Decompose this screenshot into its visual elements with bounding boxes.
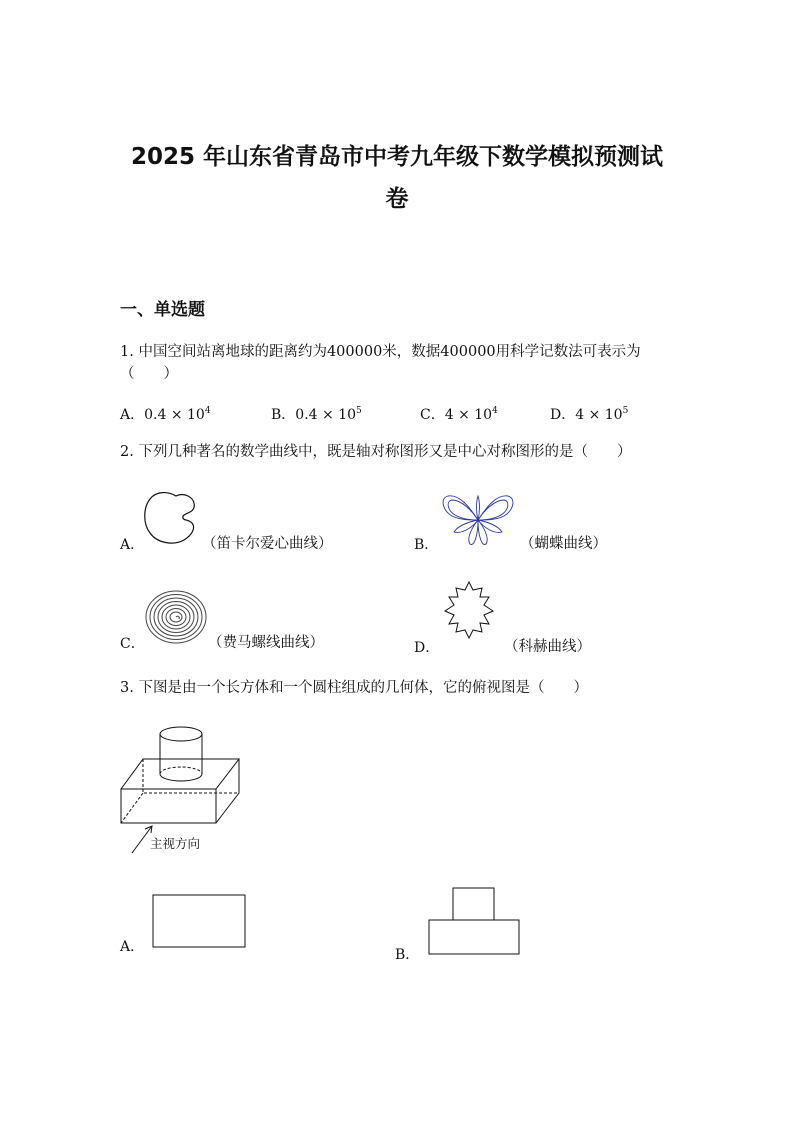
option-coef: 4 × 10 bbox=[444, 407, 493, 423]
option-exp: 4 bbox=[492, 406, 498, 416]
question-1-paren: （ ） bbox=[120, 366, 178, 382]
figure-direction-label: 主视方向 bbox=[150, 836, 201, 851]
q2-option-c-letter[interactable]: C． bbox=[120, 636, 145, 652]
q2-option-a-letter[interactable]: A． bbox=[120, 537, 145, 553]
q1-option-a[interactable] bbox=[120, 404, 211, 424]
cardioid-icon bbox=[140, 488, 202, 550]
q3-option-a-letter[interactable]: A． bbox=[120, 939, 145, 955]
option-exp: 4 bbox=[204, 406, 211, 416]
option-letter: A． bbox=[120, 407, 145, 423]
option-exp: 5 bbox=[622, 406, 629, 416]
q1-option-d[interactable] bbox=[550, 404, 628, 424]
option-exp: 5 bbox=[356, 406, 362, 416]
question-3-text: 3. 下图是由一个长方体和一个圆柱组成的几何体，它的俯视图是（ ） bbox=[120, 680, 588, 696]
page-title-line2: 卷 bbox=[385, 186, 409, 212]
section-heading: 一、单选题 bbox=[120, 300, 205, 320]
q2-option-a-caption: （笛卡尔爱心曲线） bbox=[202, 536, 333, 552]
butterfly-curve-icon bbox=[440, 492, 516, 548]
rectangle-view-icon bbox=[152, 894, 247, 948]
q3-option-b-letter[interactable]: B． bbox=[395, 947, 420, 963]
q2-option-c-caption: （费马螺线曲线） bbox=[208, 635, 324, 651]
option-coef: 0.4 × 10 bbox=[295, 407, 357, 423]
question-2-text: 2. 下列几种著名的数学曲线中，既是轴对称图形又是中心对称图形的是（ ） bbox=[120, 444, 632, 460]
stacked-rectangles-view-icon bbox=[428, 887, 522, 957]
option-letter: D． bbox=[550, 407, 576, 423]
option-letter: C． bbox=[420, 407, 445, 423]
option-letter: B． bbox=[271, 407, 296, 423]
q2-option-d-caption: （科赫曲线） bbox=[504, 639, 591, 655]
page-title-line1: 2025 年山东省青岛市中考九年级下数学模拟预测试 bbox=[130, 144, 664, 170]
q2-option-b-caption: （蝴蝶曲线） bbox=[520, 536, 607, 552]
koch-snowflake-icon bbox=[436, 580, 502, 646]
fermat-spiral-icon bbox=[144, 589, 208, 645]
q2-option-b-letter[interactable]: B． bbox=[414, 537, 439, 553]
q2-option-d-letter[interactable]: D． bbox=[414, 640, 440, 656]
question-1-text: 1. 中国空间站离地球的距离约为400000米，数据400000用科学记数法可表示为 bbox=[120, 344, 641, 360]
option-coef: 4 × 10 bbox=[575, 407, 623, 423]
q1-option-c[interactable] bbox=[420, 404, 498, 424]
option-coef: 0.4 × 10 bbox=[144, 407, 205, 423]
q1-option-b[interactable] bbox=[271, 404, 362, 424]
